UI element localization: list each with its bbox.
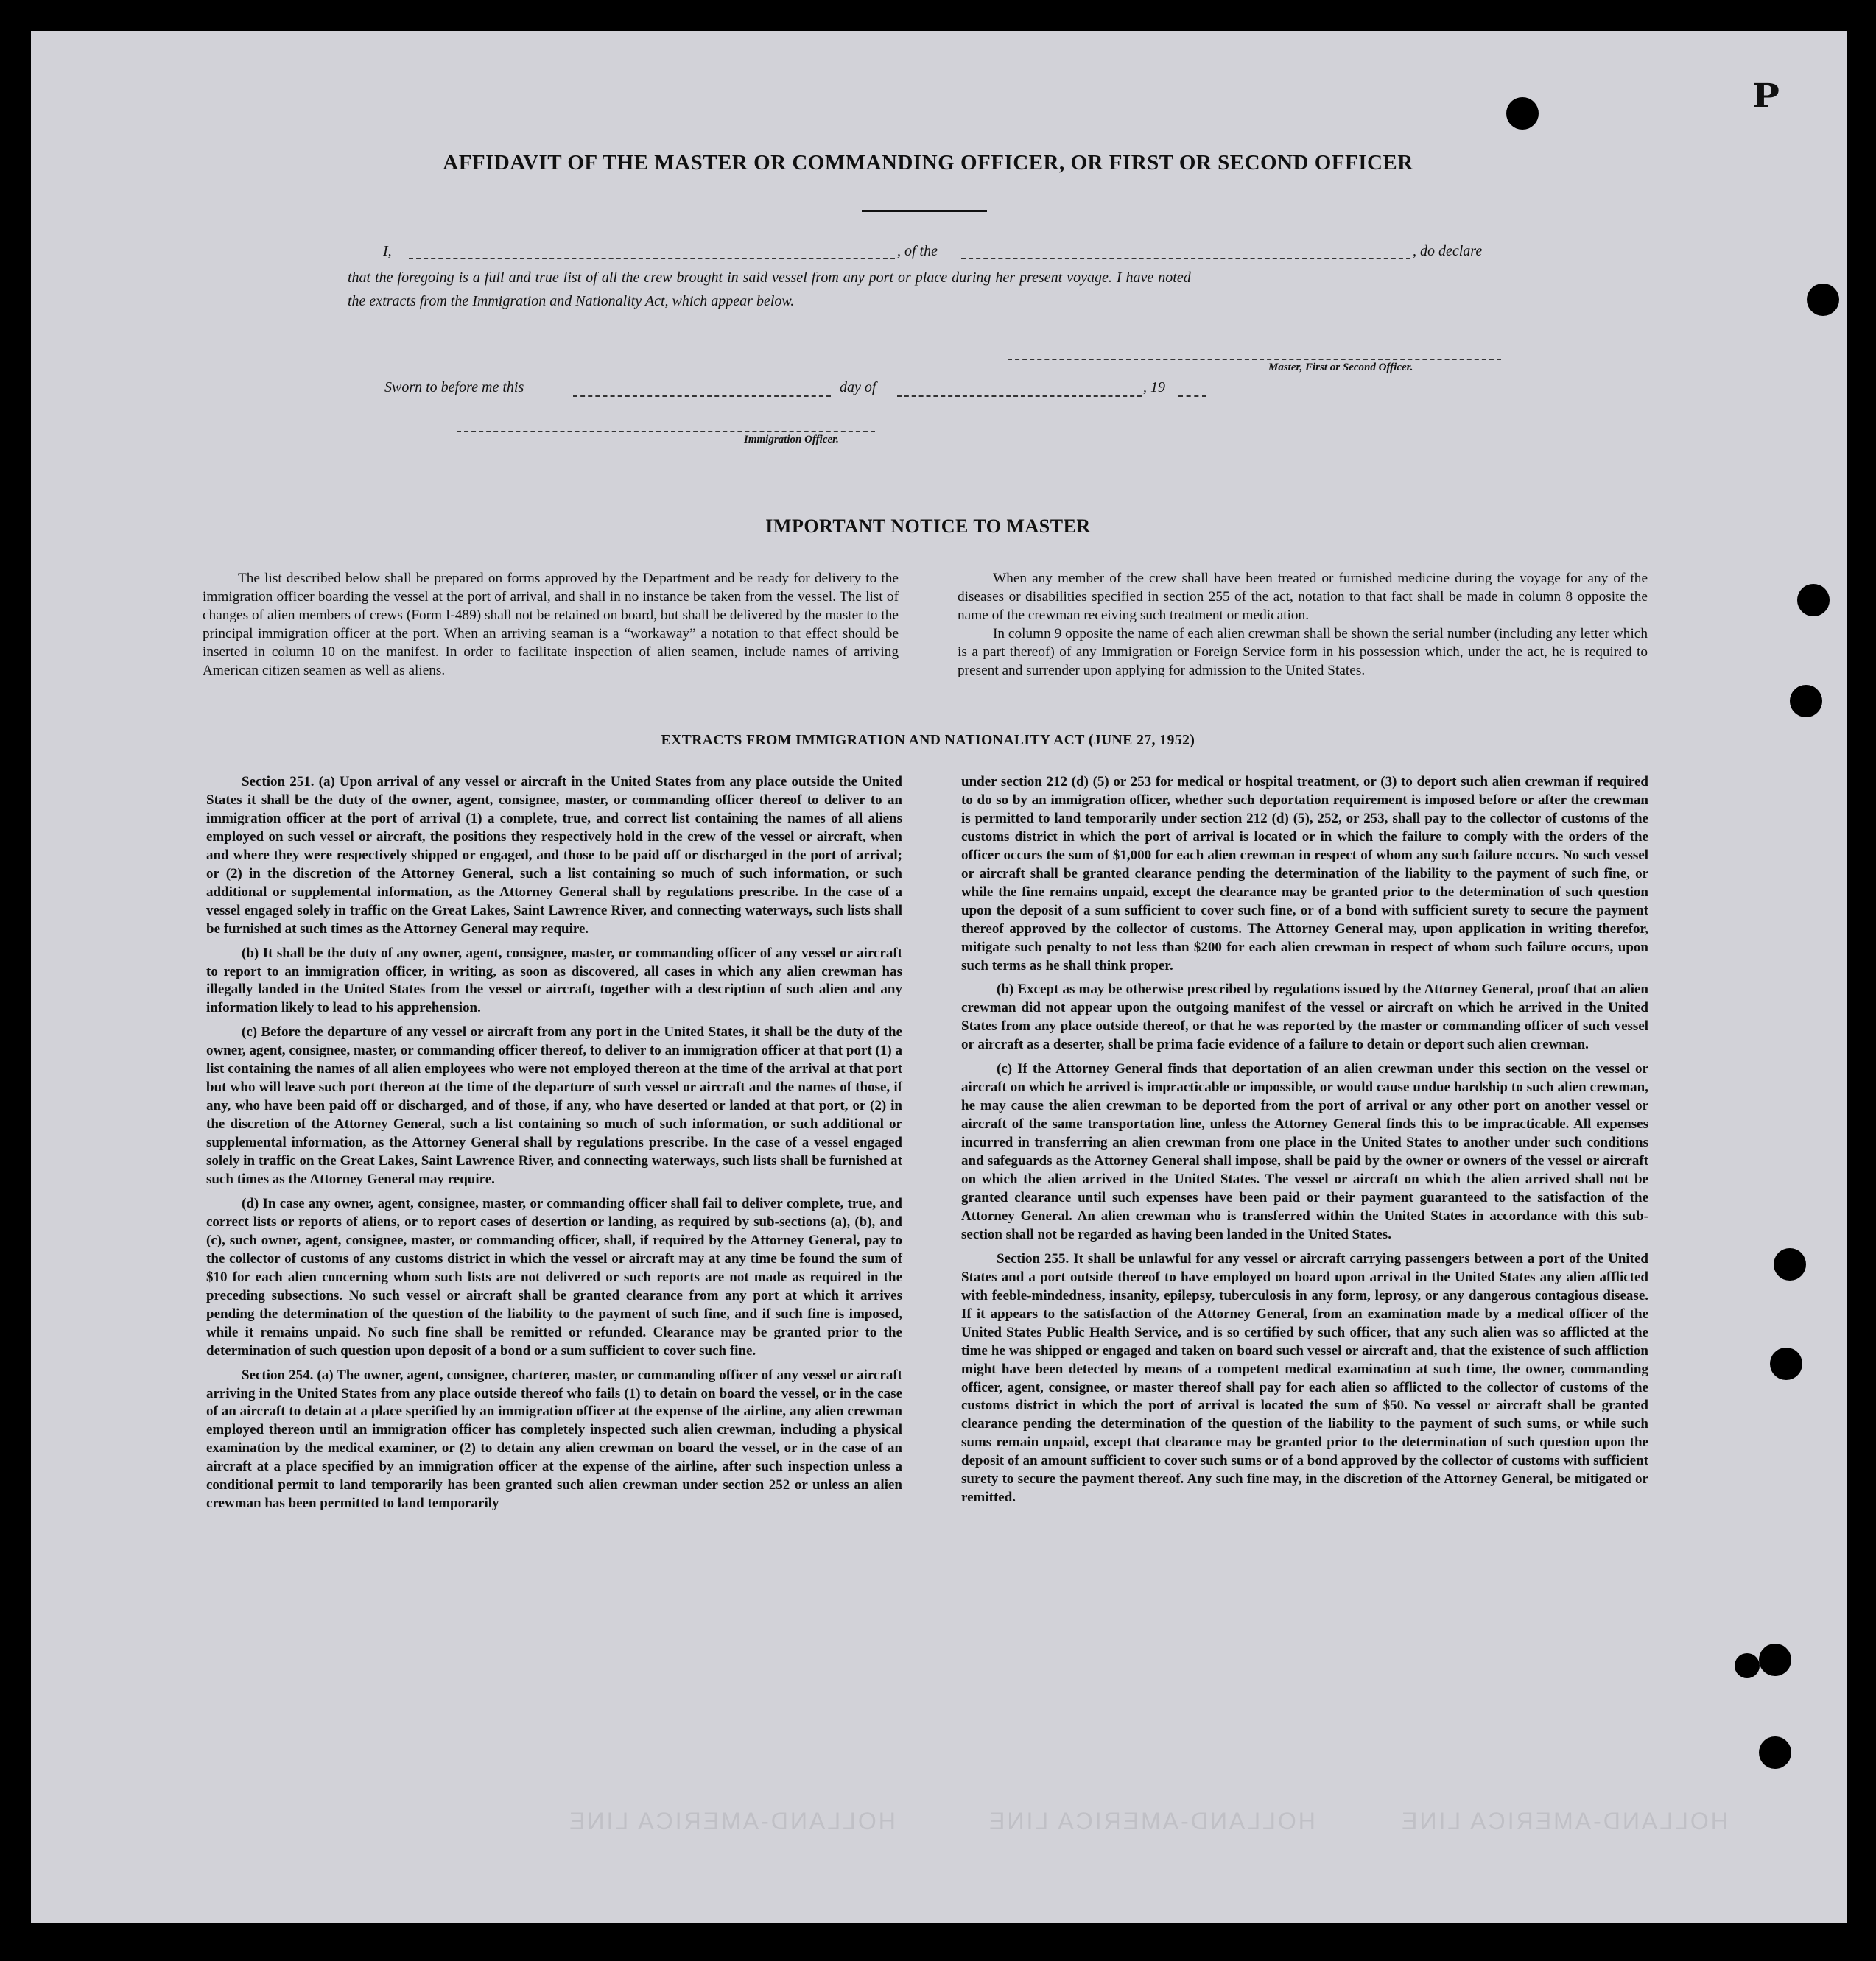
binder-mark	[1735, 1653, 1760, 1678]
master-signature-line[interactable]	[1008, 359, 1501, 360]
declarant-name-line[interactable]	[409, 258, 895, 259]
notice-heading: IMPORTANT NOTICE TO MASTER	[765, 515, 1091, 537]
punch-hole	[1807, 284, 1839, 316]
extracts-left-column	[206, 773, 902, 1519]
section-251d: (d) In case any owner, agent, consignee, master, or commanding officer shall fail to deliver complete, true, and correct lists or reports of aliens, or to report cases of desertion or landing, as required by sub-sections (a), (b), and (c), such owner, agent, consignee, master, or commanding officer, shall, if required by the Attorney General, pay to the collector of customs of any customs district in which the vessel or aircraft may at any time be found the sum of $10 for each alien concerning whom such lists are not delivered or such reports are not made as required in the preceding subsections. No such vessel or aircraft shall be granted clearance from any port at which it arrives pending the determination of the question of the liability to the payment of such fine, and if such fine is imposed, while it remains unpaid. No such fine shall be remitted or refunded. Clearance may be granted prior to the determination of such question upon deposit of a bond or a sum sufficient to cover such fine.	[206, 1195, 902, 1359]
punch-hole	[1506, 97, 1539, 130]
bleed-through-text: HOLLAND-AMERICA LINE	[1399, 1808, 1728, 1834]
punch-hole	[1770, 1348, 1802, 1380]
declarant-label: I,	[383, 243, 392, 259]
punch-hole	[1790, 685, 1822, 717]
notice-left-paragraph: The list described below shall be prepared on forms approved by the Department and be ready for delivery to the immigration officer boarding the vessel at the port of arrival, and shall in no instance be taken from the vessel. The list of changes of alien members of crews (Form I-489) shall not be retained on board, but shall be delivered by the master to the principal immigration officer at the port. When an arriving seaman is a “workaway” a notation to that effect should be inserted in column 10 on the manifest. In order to facilitate inspection of alien seamen, include names of arriving American citizen seamen as well as aliens.	[203, 571, 899, 678]
sworn-year-line[interactable]	[1178, 395, 1206, 397]
master-caption: Master, First or Second Officer.	[1268, 362, 1413, 373]
sworn-day-line[interactable]	[573, 395, 831, 397]
bleed-through-text: HOLLAND-AMERICA LINE	[987, 1808, 1315, 1834]
declaration-line-3: the extracts from the Immigration and Nationality Act, which appear below.	[348, 293, 795, 309]
punch-hole	[1774, 1248, 1806, 1281]
notice-right-paragraph: When any member of the crew shall have been treated or furnished medicine during the voyage for any of the diseases or disabilities specified in section 255 of the act, notation to that fact shall be made in column 8 opposite the name of the crewman receiving such treatment or medication.	[958, 571, 1648, 623]
document-title: AFFIDAVIT OF THE MASTER OR COMMANDING OFFICER, OR FIRST OR SECOND OFFICER	[443, 151, 1413, 175]
handwritten-mark: ᴘ	[1753, 62, 1781, 119]
bleed-through-text: HOLLAND-AMERICA LINE	[567, 1808, 896, 1834]
officer-signature-line[interactable]	[457, 431, 875, 432]
extracts-heading: EXTRACTS FROM IMMIGRATION AND NATIONALITY ACT (JUNE 27, 1952)	[661, 733, 1195, 748]
section-254a-continued: under section 212 (d) (5) or 253 for medical or hospital treatment, or (3) to deport such alien crewman if required to do so by an immigration officer, whether such deportation requirement is imposed before or after the crewman is permitted to land temporarily under section 212 (d) (5), 252, or 253, shall pay to the collector of customs of the customs district in which the port of arrival is located or in which the failure to comply with the orders of the officer occurs the sum of $1,000 for each alien crewman in respect of whom any such failure occurs. No such vessel or aircraft shall be granted clearance pending the determination of the liability to the payment of such fine, or while the fine remains unpaid, except the clearance may be granted prior to the determination of such question upon the deposit of a sum sufficient to cover such fine, or of a bond with sufficient surety to secure the payment thereof approved by the collector of customs. The Attorney General may, upon application in writing therefor, mitigate such penalty to not less than $200 for each alien crewman in respect of whom such failure occurs, upon such terms as he shall think proper.	[961, 774, 1648, 974]
punch-hole	[1759, 1644, 1791, 1676]
section-254b: (b) Except as may be otherwise prescribed by regulations issued by the Attorney General, proof that an alien crewman did not appear upon the outgoing manifest of the vessel or aircraft on which he arrived in the United States from any place outside thereof, or that he was reported by the master or commanding officer of such vessel or aircraft as a deserter, shall be prima facie evidence of a failure to detain or deport such alien crewman.	[961, 982, 1648, 1053]
year-label: , 19	[1143, 379, 1165, 395]
declaration-line-2: that the foregoing is a full and true list of all the crew brought in said vessel from any port or place during her present voyage. I have noted	[348, 270, 1191, 286]
section-251b: (b) It shall be the duty of any owner, agent, consignee, master, or commanding officer of any vessel or aircraft to report to an immigration officer, in writing, as soon as discovered, all cases in which any alien crewman has illegally landed in the United States from the vessel or aircraft, together with a description of such alien and any information likely to lead to his apprehension.	[206, 945, 902, 1016]
section-254a: Section 254. (a) The owner, agent, consignee, charterer, master, or commanding officer of any vessel or aircraft arriving in the United States from any place outside thereof who fails (1) to detain on board the vessel, or in the case of an aircraft to detain at a place specified by an immigration officer at the expense of the airline, any alien crewman employed thereon until an immigration officer has completely inspected such alien crewman, including a physical examination by the medical examiner, or (2) to detain any alien crewman on board the vessel, or in the case of an aircraft at a place specified by an immigration officer at the expense of the airline, after such inspection unless a conditional permit to land temporarily has been granted such alien crewman under section 252 or unless an alien crewman has been permitted to land temporarily	[206, 1367, 902, 1512]
vessel-name-line[interactable]	[961, 258, 1410, 259]
do-declare-label: , do declare	[1413, 243, 1483, 259]
punch-hole	[1759, 1736, 1791, 1769]
day-of-label: day of	[840, 379, 876, 395]
notice-right-paragraph: In column 9 opposite the name of each alien crewman shall be shown the serial number (including any letter which is a part thereof) of any Immigration or Foreign Service form in his possession which, under the act, he is required to present and surrender upon applying for admission to the United States.	[958, 626, 1648, 678]
vessel-label: , of the	[897, 243, 938, 259]
section-254c: (c) If the Attorney General finds that deportation of an alien crewman under this section on the vessel or aircraft on which he arrived is impracticable or impossible, or would cause undue hardship to such alien crewman, he may cause the alien crewman to be deported from the port of arrival or any other port on another vessel or aircraft of the same transportation line, unless the Attorney General finds this to be impracticable. All expenses incurred in transferring an alien crewman from one place in the United States to another under such conditions and safeguards as the Attorney General shall impose, shall be paid by the owner or owners of the vessel or aircraft on which the alien arrived in the United States. The vessel or aircraft on which the alien arrived shall not be granted clearance until such expenses have been paid or their payment guaranteed to the satisfaction of the Attorney General. An alien crewman who is transferred within the United States in accordance with this sub-section shall not be regarded as having been landed in the United States.	[961, 1061, 1648, 1242]
sworn-label: Sworn to before me this	[384, 379, 524, 395]
notice-right-column	[958, 569, 1648, 686]
section-251a: Section 251. (a) Upon arrival of any vessel or aircraft in the United States from any place outside the United States it shall be the duty of the owner, agent, consignee, master, or commanding officer thereof to deliver to an immigration officer at the port of arrival (1) a complete, true, and correct list containing the names of all aliens employed on such vessel or aircraft, the positions they respectively hold in the crew of the vessel or aircraft, when and where they were respectively shipped or engaged, and those to be paid off or discharged in the port of arrival; or (2) in the discretion of the Attorney General, such a list containing so much of such information, or such additional or supplemental information, as the Attorney General shall by regulations prescribe. In the case of a vessel engaged solely in traffic on the Great Lakes, Saint Lawrence River, and connecting waterways, such lists shall be furnished at such times as the Attorney General may require.	[206, 774, 902, 937]
section-251c: (c) Before the departure of any vessel or aircraft from any port in the United States, it shall be the duty of the owner, agent, consignee, master, or commanding officer thereof, to deliver to an immigration officer at that port (1) a list containing the names of all alien employees who were not employed thereon at the time of the arrival at that port but who will leave such port thereon at the time of the departure of such vessel or aircraft and the names of those, if any, who have been paid off or discharged, and of those, if any, who have deserted or landed at that port, or (2) in the discretion of the Attorney General, such a list containing so much of such information, or such additional or supplemental information, as the Attorney General shall by regulations prescribe. In the case of a vessel engaged solely in traffic on the Great Lakes, Saint Lawrence River, and connecting waterways, such lists shall be furnished at such times as the Attorney General may require.	[206, 1024, 902, 1188]
officer-caption: Immigration Officer.	[744, 434, 839, 446]
notice-left-column	[203, 569, 899, 686]
section-255: Section 255. It shall be unlawful for any vessel or aircraft carrying passengers between a port of the United States and a port outside thereof to have employed on board upon arrival in the United States any alien afflicted with feeble-mindedness, insanity, epilepsy, tuberculosis in any form, leprosy, or any dangerous contagious disease. If it appears to the satisfaction of the Attorney General, from an examination made by a medical officer of the United States Public Health Service, and is so certified by such officer, that any such alien was so afflicted at the time he was shipped or engaged and taken on board such vessel or aircraft and, that the existence of such affliction might have been detected by means of a competent medical examination at such time, the owner, commanding officer, agent, consignee, or master thereof shall pay for each alien so afflicted to the collector of customs of the customs district in which the port of arrival is located the sum of $50. No vessel or aircraft shall be granted clearance pending the determination of the question of the liability to the payment of such sums, or while such sums remain unpaid, except that clearance may be granted prior to the determination of such question upon the deposit of an amount sufficient to cover such sums or of a bond approved by the collector of customs with sufficient surety to secure the payment thereof. Any such fine may, in the discretion of the Attorney General, be mitigated or remitted.	[961, 1250, 1648, 1506]
punch-hole	[1797, 584, 1830, 616]
title-underline	[862, 210, 987, 212]
sworn-month-line[interactable]	[897, 395, 1142, 397]
extracts-right-column	[961, 773, 1648, 1513]
